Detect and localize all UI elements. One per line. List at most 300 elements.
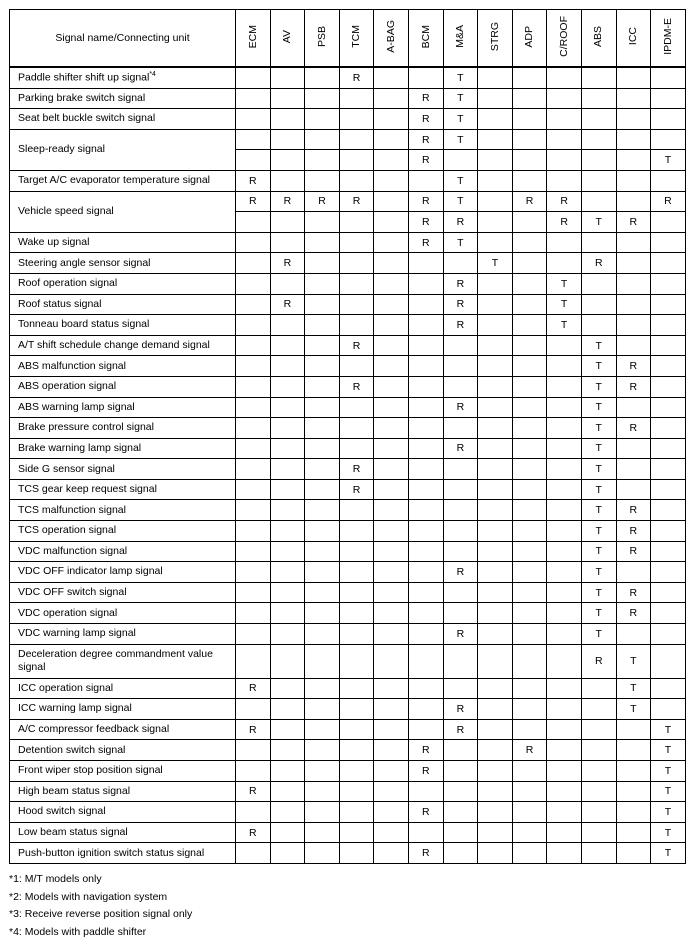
signal-name-cell (10, 500, 236, 521)
signal-cell (651, 582, 686, 603)
signal-cell (270, 740, 305, 761)
signal-cell (512, 397, 547, 418)
unit-column-header (408, 10, 443, 68)
signal-cell (443, 150, 478, 171)
signal-cell (512, 582, 547, 603)
signal-cell (270, 335, 305, 356)
signal-cell (478, 438, 513, 459)
signal-cell (408, 624, 443, 645)
signal-cell: R (616, 521, 651, 542)
signal-cell (651, 212, 686, 233)
signal-cell: R (616, 356, 651, 377)
signal-cell (512, 843, 547, 864)
signal-cell (374, 67, 409, 88)
signal-cell (374, 191, 409, 212)
signal-cell (305, 315, 340, 336)
table-row (10, 719, 686, 740)
signal-cell (408, 67, 443, 88)
table-row (10, 802, 686, 823)
signal-cell (270, 479, 305, 500)
signal-cell: T (443, 232, 478, 253)
unit-column-header (547, 10, 582, 68)
signal-cell (581, 719, 616, 740)
signal-cell (270, 719, 305, 740)
signal-cell (443, 418, 478, 439)
signal-cell: R (236, 781, 271, 802)
signal-cell: R (616, 500, 651, 521)
signal-cell (547, 109, 582, 130)
signal-cell: R (547, 191, 582, 212)
signal-cell (270, 418, 305, 439)
signal-name-cell (10, 699, 236, 720)
signal-cell (547, 67, 582, 88)
signal-cell (478, 479, 513, 500)
unit-label: BCM (419, 24, 432, 49)
signal-name-cell (10, 438, 236, 459)
signal-cell (547, 761, 582, 782)
signal-cell (236, 150, 271, 171)
signal-cell: T (581, 397, 616, 418)
signal-cell (408, 459, 443, 480)
signal-name: VDC operation signal (18, 606, 118, 619)
signal-cell (270, 562, 305, 583)
signal-cell (408, 438, 443, 459)
signal-cell (305, 699, 340, 720)
signal-cell (478, 761, 513, 782)
signal-cell (270, 781, 305, 802)
signal-name: Roof status signal (18, 297, 102, 310)
signal-cell (374, 88, 409, 109)
signal-cell (547, 624, 582, 645)
signal-cell (443, 459, 478, 480)
signal-cell (512, 129, 547, 150)
table-row (10, 191, 686, 212)
signal-cell (374, 129, 409, 150)
signal-cell (581, 699, 616, 720)
signal-cell (270, 603, 305, 624)
signal-cell: R (339, 376, 374, 397)
signal-cell (408, 521, 443, 542)
signal-cell (547, 802, 582, 823)
signal-cell (651, 500, 686, 521)
signal-cell (339, 781, 374, 802)
unit-label: ICC (627, 27, 640, 46)
signal-cell (512, 109, 547, 130)
signal-cell (478, 603, 513, 624)
signal-cell (408, 170, 443, 191)
unit-label: ECM (246, 24, 259, 49)
signal-cell (236, 438, 271, 459)
signal-cell (339, 273, 374, 294)
signal-cell (408, 294, 443, 315)
unit-label: IPDM-E (661, 18, 674, 55)
signal-cell (581, 273, 616, 294)
signal-cell: R (236, 822, 271, 843)
table-body (10, 67, 686, 863)
table-row (10, 761, 686, 782)
signal-cell: R (443, 699, 478, 720)
signal-cell (408, 335, 443, 356)
signal-cell (305, 603, 340, 624)
signal-cell (443, 802, 478, 823)
signal-cell (616, 438, 651, 459)
signal-cell (478, 500, 513, 521)
signal-cell (616, 232, 651, 253)
signal-cell (236, 624, 271, 645)
signal-cell: R (616, 582, 651, 603)
signal-cell (547, 644, 582, 678)
signal-cell (512, 232, 547, 253)
signal-cell (408, 822, 443, 843)
signal-cell: T (651, 761, 686, 782)
signal-cell (236, 67, 271, 88)
table-row (10, 541, 686, 562)
signal-cell (408, 479, 443, 500)
signal-cell (512, 678, 547, 699)
table-row (10, 822, 686, 843)
signal-cell (443, 335, 478, 356)
signal-cell (339, 582, 374, 603)
signal-cell (512, 376, 547, 397)
signal-cell (236, 699, 271, 720)
signal-name-cell (10, 315, 236, 336)
signal-cell (305, 521, 340, 542)
table-row (10, 479, 686, 500)
signal-name: VDC OFF indicator lamp signal (18, 565, 163, 578)
table-row (10, 170, 686, 191)
signal-cell (339, 521, 374, 542)
signal-cell (339, 562, 374, 583)
signal-cell (270, 699, 305, 720)
signal-cell (339, 232, 374, 253)
signal-name-column-header: Signal name/Connecting unit (10, 10, 236, 68)
signal-cell (478, 67, 513, 88)
signal-cell (616, 170, 651, 191)
signal-name: Seat belt buckle switch signal (18, 112, 156, 125)
signal-cell: T (443, 67, 478, 88)
signal-cell (478, 191, 513, 212)
signal-cell (478, 212, 513, 233)
signal-cell (581, 67, 616, 88)
signal-cell: T (443, 88, 478, 109)
signal-cell (339, 418, 374, 439)
signal-cell (581, 129, 616, 150)
signal-cell (408, 603, 443, 624)
signal-name: VDC malfunction signal (18, 544, 128, 557)
signal-cell: R (408, 129, 443, 150)
signal-cell: R (236, 191, 271, 212)
signal-cell (236, 356, 271, 377)
signal-cell: R (408, 232, 443, 253)
signal-cell (478, 719, 513, 740)
signal-cell (374, 150, 409, 171)
signal-cell (443, 253, 478, 274)
signal-cell (236, 109, 271, 130)
signal-name-cell (10, 459, 236, 480)
table-row (10, 376, 686, 397)
signal-cell (236, 582, 271, 603)
signal-cell (547, 150, 582, 171)
signal-cell (443, 822, 478, 843)
signal-cell (616, 129, 651, 150)
signal-cell: T (581, 212, 616, 233)
signal-cell (339, 88, 374, 109)
unit-column-header (581, 10, 616, 68)
signal-cell (270, 109, 305, 130)
signal-cell (270, 67, 305, 88)
signal-name: A/C compressor feedback signal (18, 723, 170, 736)
signal-cell (651, 644, 686, 678)
signal-cell (339, 843, 374, 864)
signal-cell (339, 294, 374, 315)
signal-cell (270, 802, 305, 823)
signal-name-cell (10, 335, 236, 356)
signal-cell: R (616, 418, 651, 439)
signal-cell (547, 562, 582, 583)
signal-cell: T (581, 459, 616, 480)
signal-cell (581, 88, 616, 109)
unit-column-header (305, 10, 340, 68)
signal-cell (651, 624, 686, 645)
signal-name-cell (10, 273, 236, 294)
table-row (10, 356, 686, 377)
signal-cell (581, 781, 616, 802)
table-row (10, 740, 686, 761)
table-row (10, 843, 686, 864)
signal-cell (374, 232, 409, 253)
signal-cell (547, 603, 582, 624)
table-row (10, 624, 686, 645)
signal-cell (374, 644, 409, 678)
signal-cell (651, 294, 686, 315)
signal-cell (236, 129, 271, 150)
signal-cell: R (443, 212, 478, 233)
signal-cell: R (443, 719, 478, 740)
signal-cell (374, 294, 409, 315)
signal-name: Deceleration degree commandment value signal (18, 648, 213, 674)
unit-label: STRG (488, 21, 501, 52)
signal-cell: R (305, 191, 340, 212)
signal-name: Sleep-ready signal (18, 143, 105, 156)
signal-cell (305, 740, 340, 761)
signal-cell (547, 170, 582, 191)
signal-cell (339, 644, 374, 678)
signal-cell: T (443, 129, 478, 150)
signal-cell (547, 719, 582, 740)
signal-cell (651, 699, 686, 720)
signal-cell: R (443, 273, 478, 294)
signal-cell (512, 562, 547, 583)
signal-cell: T (443, 170, 478, 191)
signal-name-cell (10, 232, 236, 253)
signal-name: Push-button ignition switch status signal (18, 846, 205, 859)
signal-cell (236, 459, 271, 480)
signal-cell (478, 356, 513, 377)
signal-cell (236, 335, 271, 356)
signal-cell (547, 678, 582, 699)
signal-cell: R (443, 397, 478, 418)
signal-name-cell (10, 678, 236, 699)
signal-cell (581, 822, 616, 843)
unit-label: C/ROOF (557, 16, 570, 57)
table-row (10, 438, 686, 459)
unit-column-header (270, 10, 305, 68)
signal-cell (512, 761, 547, 782)
signal-cell (408, 541, 443, 562)
signal-cell (374, 356, 409, 377)
signal-cell (339, 315, 374, 336)
unit-column-header (512, 10, 547, 68)
signal-cell: R (270, 294, 305, 315)
signal-cell (547, 822, 582, 843)
signal-cell (547, 479, 582, 500)
signal-cell (512, 88, 547, 109)
signal-name: High beam status signal (18, 784, 131, 797)
signal-cell (443, 781, 478, 802)
signal-name: Brake warning lamp signal (18, 441, 142, 454)
signal-cell (478, 418, 513, 439)
signal-cell (408, 678, 443, 699)
signal-name: VDC OFF switch signal (18, 586, 127, 599)
signal-cell (408, 418, 443, 439)
signal-cell (651, 232, 686, 253)
signal-cell (236, 315, 271, 336)
signal-name: Front wiper stop position signal (18, 764, 163, 777)
signal-cell (270, 212, 305, 233)
signal-cell: T (651, 843, 686, 864)
signal-cell (478, 129, 513, 150)
signal-cell: T (651, 150, 686, 171)
signal-cell (339, 603, 374, 624)
signal-cell (305, 582, 340, 603)
signal-cell (270, 624, 305, 645)
signal-cell (339, 356, 374, 377)
signal-cell (270, 459, 305, 480)
signal-cell (270, 582, 305, 603)
signal-cell: T (581, 356, 616, 377)
signal-cell (512, 822, 547, 843)
signal-cell (374, 376, 409, 397)
signal-cell (305, 719, 340, 740)
signal-cell (236, 418, 271, 439)
signal-cell (478, 521, 513, 542)
signal-cell (339, 802, 374, 823)
signal-cell (236, 294, 271, 315)
signal-cell: T (616, 644, 651, 678)
signal-cell (616, 761, 651, 782)
signal-cell (236, 397, 271, 418)
footnote: *1: M/T models only (9, 873, 102, 885)
signal-cell (651, 376, 686, 397)
signal-cell (408, 719, 443, 740)
signal-cell: T (651, 802, 686, 823)
signal-cell: T (443, 109, 478, 130)
signal-name: Tonneau board status signal (18, 318, 150, 331)
signal-cell (305, 802, 340, 823)
signal-cell (478, 562, 513, 583)
signal-cell: T (581, 335, 616, 356)
signal-cell (651, 562, 686, 583)
signal-cell: R (339, 191, 374, 212)
signal-cell (374, 624, 409, 645)
table-row (10, 582, 686, 603)
signal-cell (443, 356, 478, 377)
signal-cell (547, 438, 582, 459)
signal-cell (443, 541, 478, 562)
signal-cell (512, 335, 547, 356)
signal-cell (616, 781, 651, 802)
signal-cell (478, 843, 513, 864)
signal-cell (443, 521, 478, 542)
signal-cell (581, 843, 616, 864)
signal-cell (478, 699, 513, 720)
footnote: *4: Models with paddle shifter (9, 926, 147, 939)
signal-name-cell (10, 603, 236, 624)
signal-cell (236, 541, 271, 562)
signal-cell: T (478, 253, 513, 274)
signal-cell (270, 150, 305, 171)
signal-cell: R (408, 109, 443, 130)
signal-cell (512, 438, 547, 459)
signal-cell (651, 459, 686, 480)
signal-cell (305, 253, 340, 274)
signal-name-cell (10, 624, 236, 645)
signal-cell (547, 335, 582, 356)
signal-cell: R (443, 315, 478, 336)
signal-cell (478, 150, 513, 171)
signal-cell (339, 438, 374, 459)
signal-name-cell (10, 170, 236, 191)
signal-cell (236, 479, 271, 500)
signal-cell (581, 109, 616, 130)
signal-name-cell (10, 418, 236, 439)
signal-cell (270, 438, 305, 459)
signal-cell (270, 273, 305, 294)
signal-cell (236, 761, 271, 782)
signal-cell: T (651, 822, 686, 843)
signal-cell (374, 603, 409, 624)
signal-cell (443, 500, 478, 521)
table-row (10, 459, 686, 480)
signal-name-cell (10, 253, 236, 274)
signal-cell (616, 109, 651, 130)
signal-cell (512, 150, 547, 171)
signal-cell: R (236, 170, 271, 191)
signal-cell: R (616, 541, 651, 562)
signal-cell (374, 719, 409, 740)
signal-cell: T (581, 438, 616, 459)
table-row (10, 129, 686, 150)
signal-cell: T (581, 582, 616, 603)
signal-cell (236, 500, 271, 521)
signal-cell (616, 150, 651, 171)
signal-cell: R (616, 376, 651, 397)
signal-cell (305, 562, 340, 583)
signal-cell (616, 740, 651, 761)
signal-name: Hood switch signal (18, 805, 106, 818)
signal-cell (547, 356, 582, 377)
signal-cell: R (651, 191, 686, 212)
signal-cell (478, 740, 513, 761)
signal-name: TCS gear keep request signal (18, 483, 157, 496)
signal-cell (408, 644, 443, 678)
signal-cell: R (236, 719, 271, 740)
signal-cell (339, 253, 374, 274)
signal-cell: T (581, 500, 616, 521)
signal-cell (651, 129, 686, 150)
table-row (10, 699, 686, 720)
signal-name-cell (10, 822, 236, 843)
